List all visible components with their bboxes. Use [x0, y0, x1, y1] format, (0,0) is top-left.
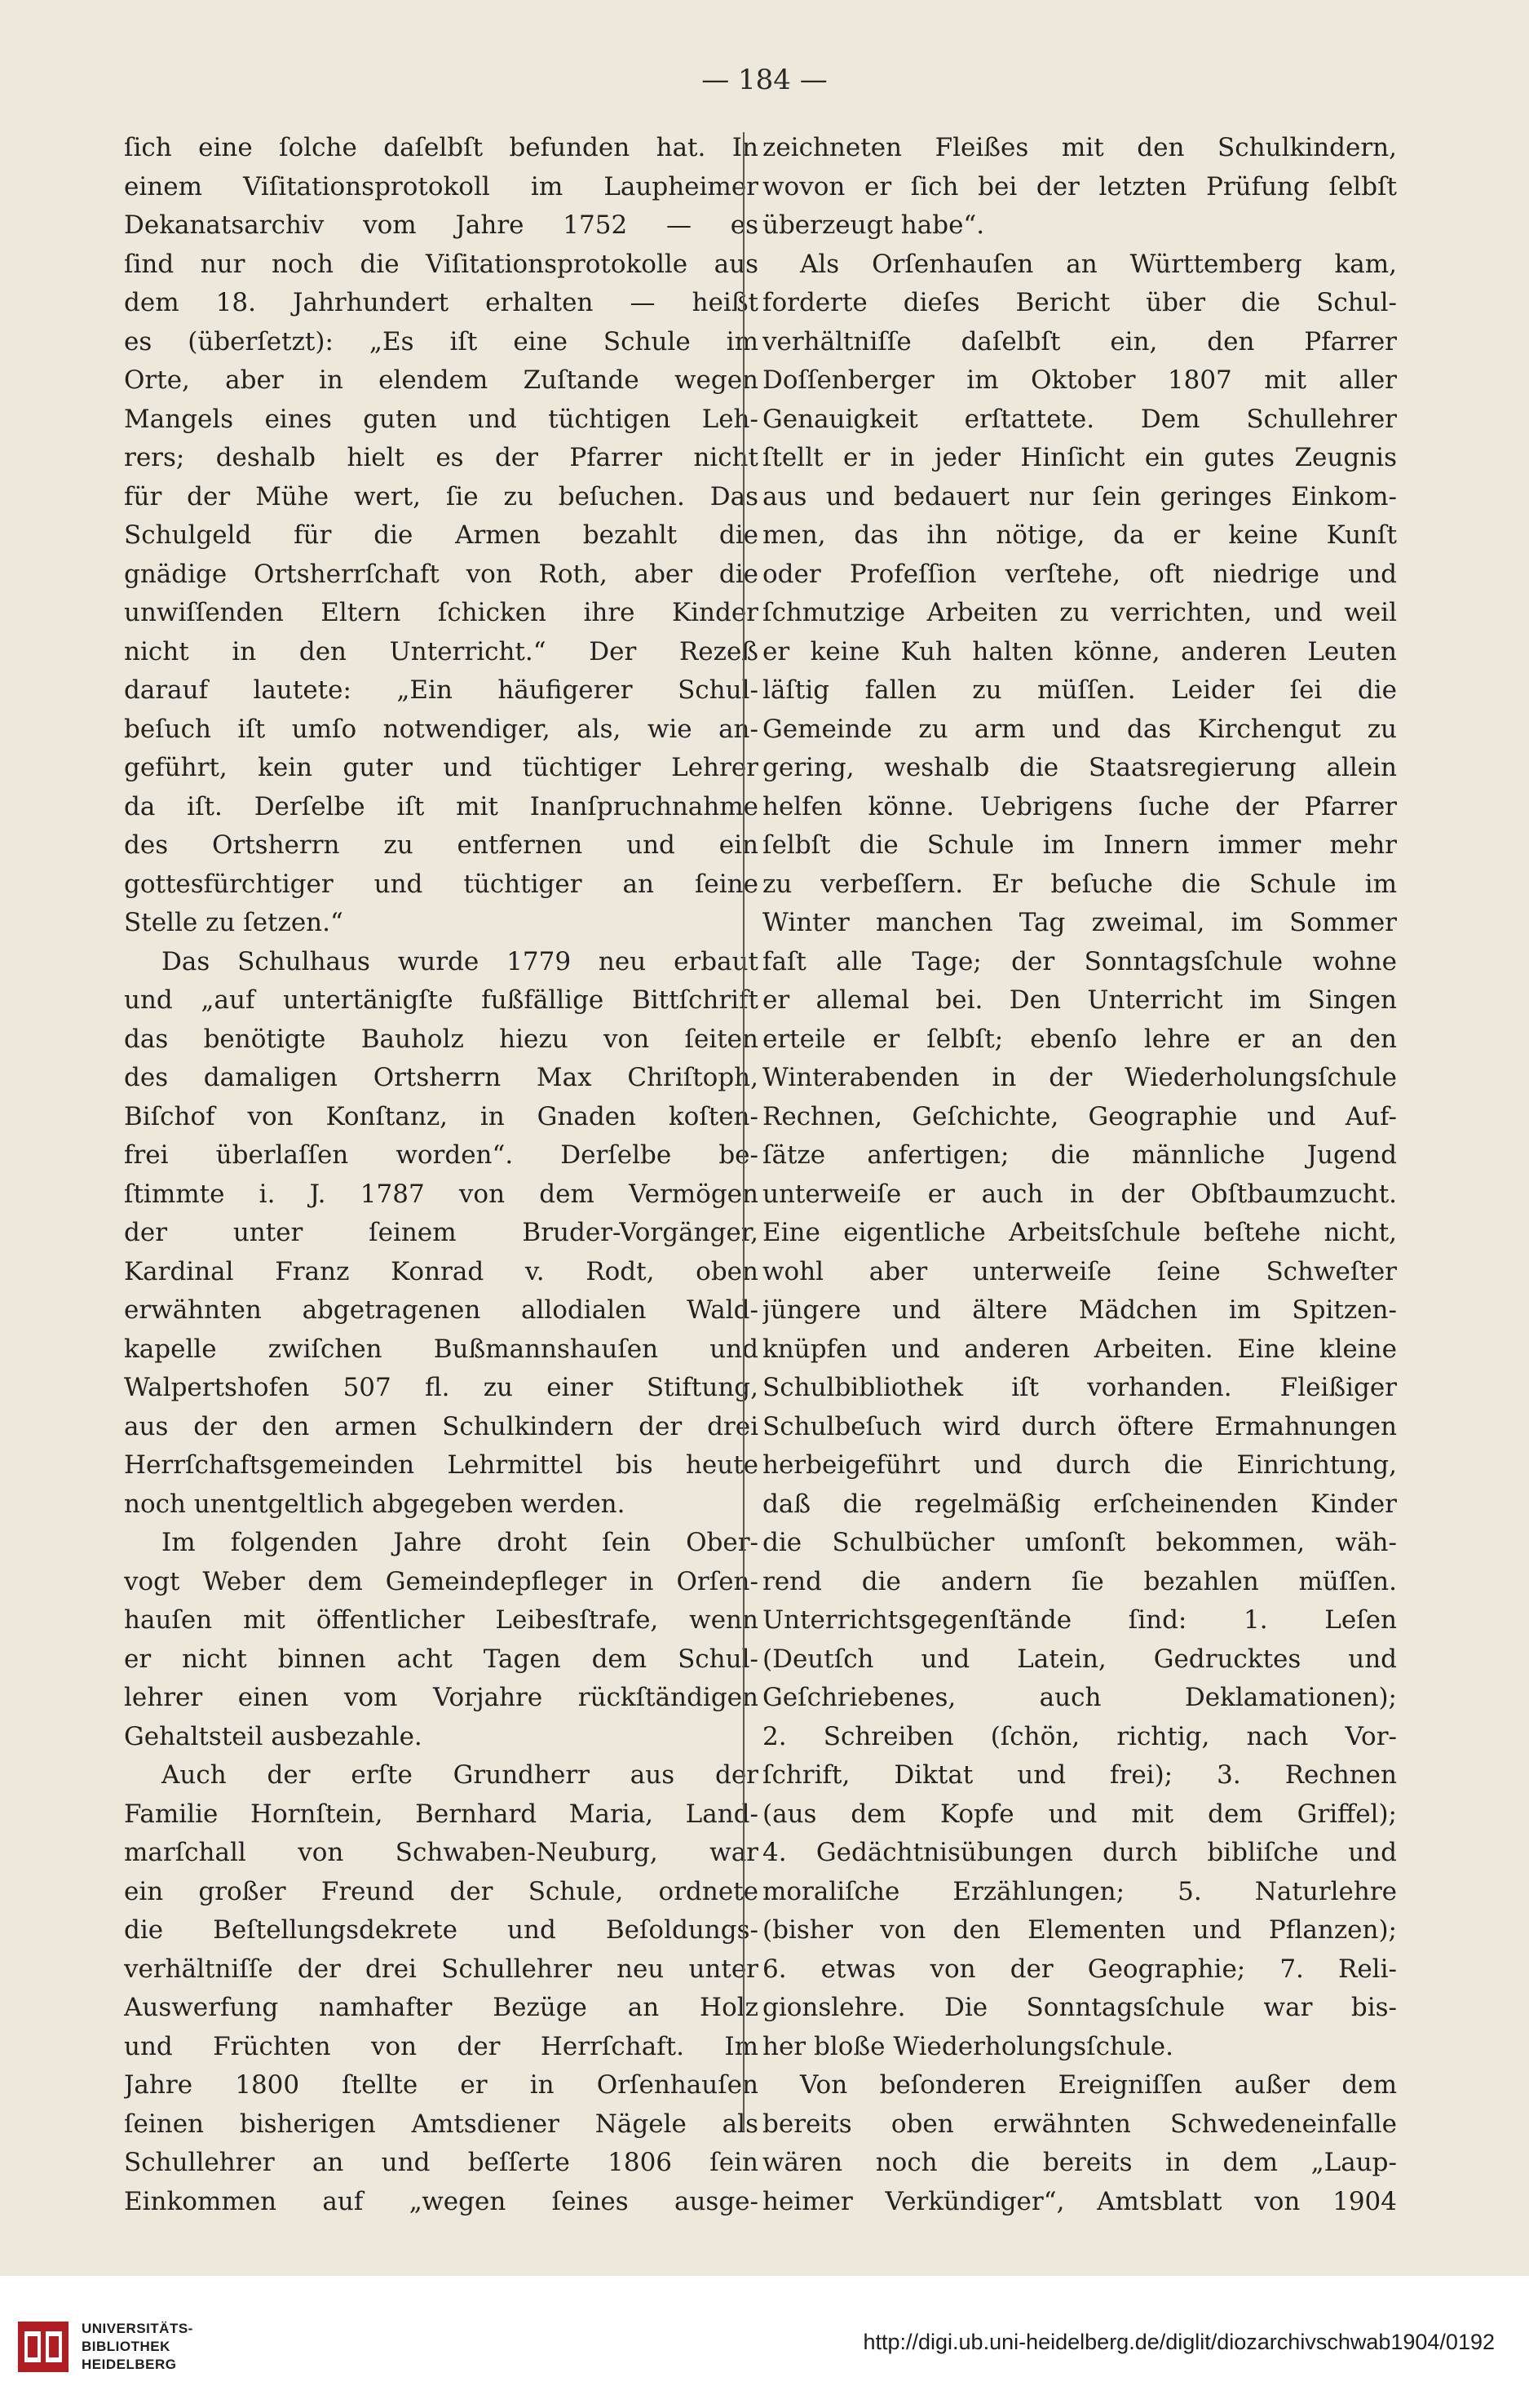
- text-line: Schulgeld für die Armen bezahlt die: [124, 520, 758, 550]
- text-line: für der Mühe wert, ſie zu beſuchen. Das: [124, 481, 758, 511]
- text-line: rend die andern ſie bezahlen müſſen.: [762, 1566, 1397, 1596]
- text-line: daß die regelmäßig erſcheinenden Kinder: [762, 1489, 1397, 1519]
- text-line: Das Schulhaus wurde 1779 neu erbaut: [161, 946, 758, 976]
- text-line: Schullehrer an und beſſerte 1806 ſein: [124, 2148, 758, 2177]
- text-line: aus der den armen Schulkindern der drei: [124, 1411, 758, 1441]
- text-line: helfen könne. Uebrigens ſuche der Pfarrer: [762, 791, 1397, 821]
- text-line: geführt, kein guter und tüchtiger Lehrer: [124, 753, 758, 782]
- text-line: bereits oben erwähnten Schwedeneinfalle: [762, 2109, 1397, 2139]
- library-name-line: BIBLIOTHEK: [82, 2339, 170, 2354]
- text-line: das benötigte Bauholz hiezu von ſeiten: [124, 1024, 758, 1054]
- text-line: ſätze anfertigen; die männliche Jugend: [762, 1140, 1397, 1170]
- text-line: ſich eine ſolche daſelbſt befunden hat. In: [124, 133, 758, 162]
- text-line: (Deutſch und Latein, Gedrucktes und: [762, 1644, 1397, 1674]
- text-line: ſchrift, Diktat und frei); 3. Rechnen: [762, 1760, 1397, 1790]
- library-name: [82, 2320, 193, 2374]
- text-line: gottesfürchtiger und tüchtiger an ſeine: [124, 869, 758, 899]
- text-line: kapelle zwiſchen Bußmannshauſen und: [124, 1334, 758, 1364]
- text-line: nicht in den Unterricht.“ Der Rezeß: [124, 636, 758, 666]
- column-divider: [743, 132, 745, 2131]
- text-line: Gemeinde zu arm und das Kirchengut zu: [762, 714, 1397, 744]
- text-line: wären noch die bereits in dem „Laup-: [762, 2148, 1397, 2177]
- text-line: wohl aber unterweiſe ſeine Schweſter: [762, 1256, 1397, 1286]
- text-line: verhältniſſe daſelbſt ein, den Pfarrer: [762, 326, 1397, 356]
- text-line: Stelle zu ſetzen.“: [124, 908, 343, 937]
- text-line: forderte dieſes Bericht über die Schul-: [762, 288, 1397, 317]
- text-line: da iſt. Derſelbe iſt mit Inanſpruchnahme: [124, 791, 758, 821]
- text-line: jüngere und ältere Mädchen im Spitzen-: [762, 1295, 1397, 1325]
- text-line: Familie Hornſtein, Bernhard Maria, Land-: [124, 1799, 758, 1829]
- library-name-line: UNIVERSITÄTS-: [82, 2321, 193, 2336]
- text-line: Unterrichtsgegenſtände ſind: 1. Leſen: [762, 1605, 1397, 1635]
- text-line: Mangels eines guten und tüchtigen Leh-: [124, 404, 758, 434]
- text-line: dem 18. Jahrhundert erhalten — heißt: [124, 288, 758, 317]
- text-line: es (überſetzt): „Es iſt eine Schule im: [124, 326, 758, 356]
- text-line: 6. etwas von der Geographie; 7. Reli-: [762, 1954, 1397, 1984]
- text-line: hauſen mit öffentlicher Leibesſtrafe, wenn: [124, 1605, 758, 1635]
- source-url-link[interactable]: http://digi.ub.uni-heidelberg.de/diglit/diozarchivschwab1904/0192: [863, 2330, 1495, 2354]
- text-line: vogt Weber dem Gemeindepfleger in Orſen-: [124, 1566, 758, 1596]
- text-line: Schulbibliothek iſt vorhanden. Fleißiger: [762, 1373, 1397, 1402]
- text-line: Genauigkeit erſtattete. Dem Schullehrer: [762, 404, 1397, 434]
- text-line: gnädige Ortsherrſchaft von Roth, aber die: [124, 559, 758, 589]
- text-line: läſtig fallen zu müſſen. Leider ſei die: [762, 675, 1397, 705]
- text-line: Als Orſenhauſen an Württemberg kam,: [800, 249, 1397, 279]
- text-line: 4. Gedächtnisübungen durch bibliſche und: [762, 1838, 1397, 1867]
- text-line: Von beſonderen Ereigniſſen außer dem: [800, 2070, 1397, 2100]
- text-line: Biſchof von Konſtanz, in Gnaden koſten-: [124, 1101, 758, 1131]
- text-line: aus und bedauert nur ſein geringes Einkom-: [762, 481, 1397, 511]
- text-line: überzeugt habe“.: [762, 210, 985, 240]
- text-line: Auswerfung namhafter Bezüge an Holz: [124, 1993, 758, 2022]
- text-line: Im folgenden Jahre droht ſein Ober-: [161, 1528, 758, 1557]
- text-line: einem Viſitationsprotokoll im Laupheimer: [124, 171, 758, 201]
- footer-bar: [0, 2276, 1529, 2408]
- text-line: Gehaltsteil ausbezahle.: [124, 1721, 422, 1751]
- text-line: und „auf untertänigſte fußfällige Bittſchrift: [124, 985, 758, 1015]
- text-line: lehrer einen vom Vorjahre rückſtändigen: [124, 1683, 758, 1712]
- text-line: Geſchriebenes, auch Deklamationen);: [762, 1683, 1397, 1712]
- text-line: ſelbſt die Schule im Innern immer mehr: [762, 830, 1397, 860]
- text-line: und Früchten von der Herrſchaft. Im: [124, 2031, 758, 2061]
- text-line: Orte, aber in elendem Zuſtande wegen: [124, 365, 758, 395]
- text-line: des damaligen Ortsherrn Max Chriſtoph,: [124, 1063, 758, 1092]
- left-text-column: [124, 129, 758, 2221]
- text-line: knüpfen und anderen Arbeiten. Eine kleine: [762, 1334, 1397, 1364]
- library-logo-icon: [18, 2322, 68, 2372]
- text-line: Schulbeſuch wird durch öftere Ermahnungen: [762, 1411, 1397, 1441]
- text-line: erteile er ſelbſt; ebenſo lehre er an den: [762, 1024, 1397, 1054]
- text-line: erwähnten abgetragenen allodialen Wald-: [124, 1295, 758, 1325]
- text-line: frei überlaſſen worden“. Derſelbe be-: [124, 1140, 758, 1170]
- text-line: zu verbeſſern. Er beſuche die Schule im: [762, 869, 1397, 899]
- text-line: ſeinen bisherigen Amtsdiener Nägele als: [124, 2109, 758, 2139]
- text-line: er nicht binnen acht Tagen dem Schul-: [124, 1644, 758, 1674]
- text-line: er keine Kuh halten könne, anderen Leuten: [762, 636, 1397, 666]
- text-line: marſchall von Schwaben-Neuburg, war: [124, 1838, 758, 1867]
- text-line: moraliſche Erzählungen; 5. Naturlehre: [762, 1876, 1397, 1906]
- text-line: ein großer Freund der Schule, ordnete: [124, 1876, 758, 1906]
- text-line: Jahre 1800 ſtellte er in Orſenhauſen: [124, 2070, 758, 2100]
- text-line: unterweiſe er auch in der Obſtbaumzucht.: [762, 1179, 1397, 1209]
- text-line: beſuch iſt umſo notwendiger, als, wie an-: [124, 714, 758, 744]
- library-name-line: HEIDELBERG: [82, 2357, 177, 2372]
- text-line: verhältniſſe der drei Schullehrer neu unter: [124, 1954, 758, 1984]
- text-line: Winterabenden in der Wiederholungsſchule: [762, 1063, 1397, 1092]
- text-line: ſtimmte i. J. 1787 von dem Vermögen: [124, 1179, 758, 1209]
- text-line: ſtellt er in jeder Hinſicht ein gutes Zeugnis: [762, 443, 1397, 472]
- page-number: — 184 —: [701, 64, 828, 96]
- text-line: darauf lautete: „Ein häufigerer Schul-: [124, 675, 758, 705]
- text-line: Kardinal Franz Konrad v. Rodt, oben: [124, 1256, 758, 1286]
- text-line: herbeigeführt und durch die Einrichtung,: [762, 1450, 1397, 1480]
- text-line: men, das ihn nötige, da er keine Kunſt: [762, 520, 1397, 550]
- text-line: heimer Verkündiger“, Amtsblatt von 1904: [762, 2186, 1397, 2216]
- text-line: (aus dem Kopfe und mit dem Griffel);: [762, 1799, 1397, 1829]
- text-line: Einkommen auf „wegen ſeines ausge-: [124, 2186, 758, 2216]
- text-line: faſt alle Tage; der Sonntagsſchule wohne: [762, 946, 1397, 976]
- text-line: Dekanatsarchiv vom Jahre 1752 — es: [124, 210, 758, 240]
- text-line: Rechnen, Geſchichte, Geographie und Auf-: [762, 1101, 1397, 1131]
- text-line: er allemal bei. Den Unterricht im Singen: [762, 985, 1397, 1015]
- text-line: gering, weshalb die Staatsregierung allein: [762, 753, 1397, 782]
- text-line: rers; deshalb hielt es der Pfarrer nicht: [124, 443, 758, 472]
- text-line: die Schulbücher umſonſt bekommen, wäh-: [762, 1528, 1397, 1557]
- text-line: zeichneten Fleißes mit den Schulkindern,: [762, 133, 1397, 162]
- text-line: ſind nur noch die Viſitationsprotokolle aus: [124, 249, 758, 279]
- text-line: Winter manchen Tag zweimal, im Sommer: [762, 908, 1397, 937]
- text-line: ſchmutzige Arbeiten zu verrichten, und weil: [762, 598, 1397, 627]
- text-line: Herrſchaftsgemeinden Lehrmittel bis heute: [124, 1450, 758, 1480]
- text-line: oder Profeſſion verſtehe, oft niedrige und: [762, 559, 1397, 589]
- text-line: 2. Schreiben (ſchön, richtig, nach Vor-: [762, 1721, 1397, 1751]
- text-line: (bisher von den Elementen und Pflanzen);: [762, 1915, 1397, 1945]
- text-line: der unter ſeinem Bruder-Vorgänger,: [124, 1218, 758, 1247]
- text-line: Auch der erſte Grundherr aus der: [161, 1760, 758, 1790]
- right-text-column: [762, 129, 1397, 2221]
- text-line: her bloße Wiederholungsſchule.: [762, 2031, 1174, 2061]
- text-line: die Beſtellungsdekrete und Beſoldungs-: [124, 1915, 758, 1945]
- text-line: noch unentgeltlich abgegeben werden.: [124, 1489, 625, 1519]
- text-line: Doſſenberger im Oktober 1807 mit aller: [762, 365, 1397, 395]
- text-line: Eine eigentliche Arbeitsſchule beſtehe nicht,: [762, 1218, 1397, 1247]
- text-line: wovon er ſich bei der letzten Prüfung ſelbſt: [762, 171, 1397, 201]
- text-line: unwiſſenden Eltern ſchicken ihre Kinder: [124, 598, 758, 627]
- text-line: gionslehre. Die Sonntagsſchule war bis-: [762, 1993, 1397, 2022]
- text-line: des Ortsherrn zu entfernen und ein: [124, 830, 758, 860]
- text-line: Walpertshofen 507 fl. zu einer Stiftung,: [124, 1373, 758, 1402]
